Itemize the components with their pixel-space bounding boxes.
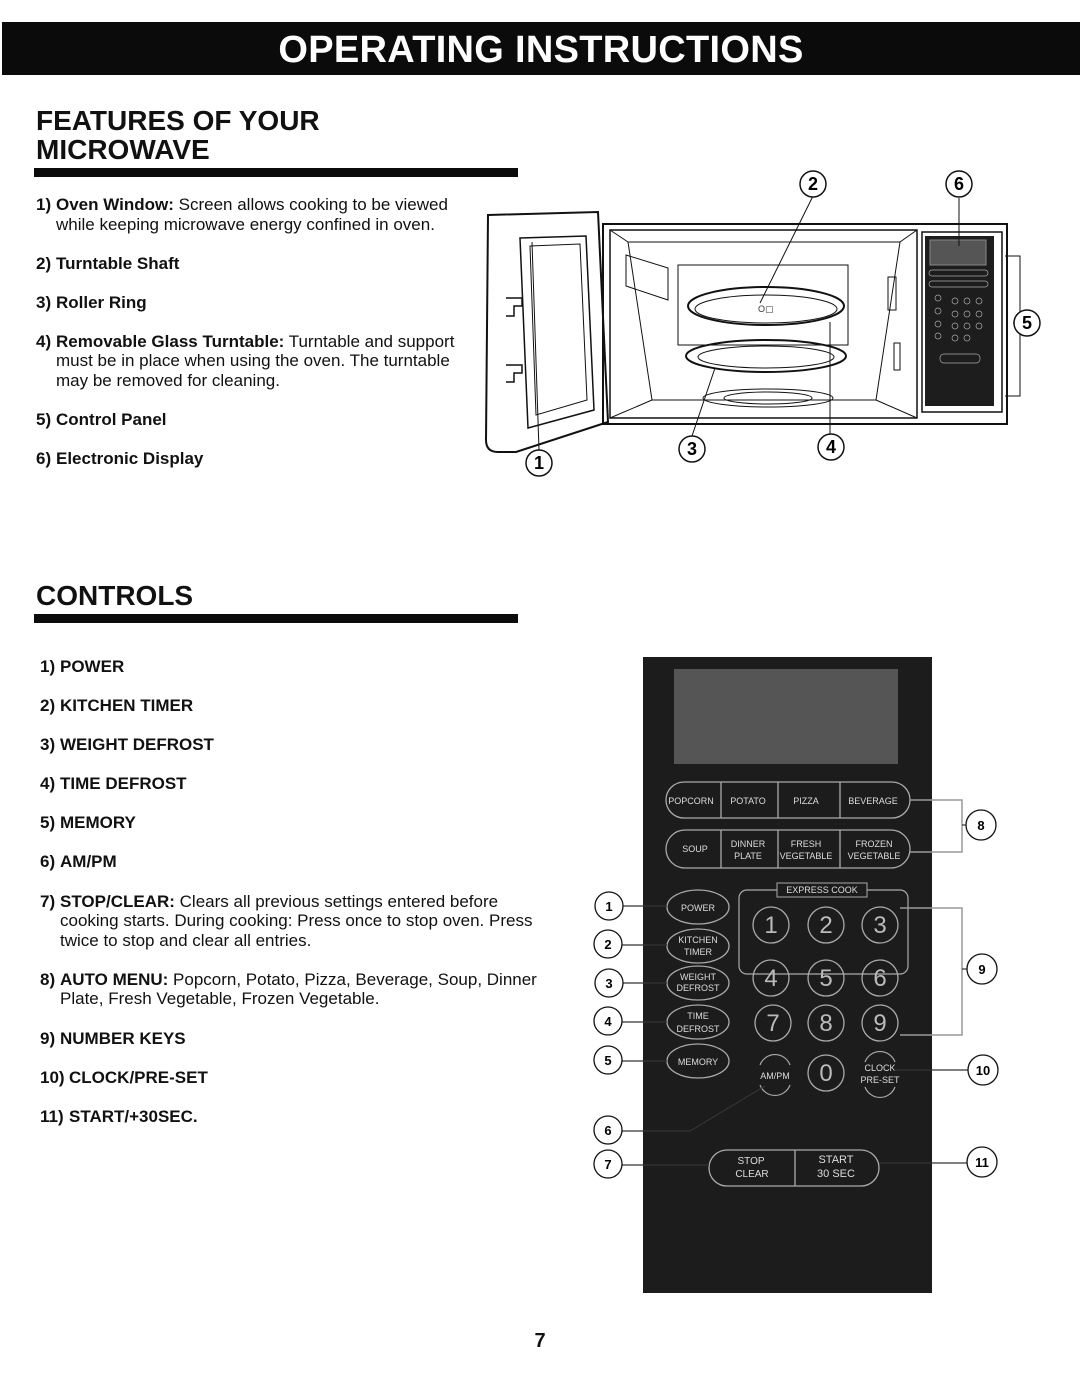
digit-key-3-label: 3 [873,912,887,939]
time-defrost-label-line2: DEFROST [676,1024,720,1034]
feature-item-text: Turntable and support must be in place when using the oven. The turntable may be removed for cleaning. [56,331,455,391]
control-item-text: Clears all previous settings entered before cooking starts. During cooking: Press once to stop oven. Press twice to stop and clear all entries. [60,891,533,950]
kitchen-timer-label-line2: TIMER [684,947,712,957]
control-item-ampm [40,852,540,872]
features-title-line2: MICROWAVE [36,134,210,165]
control-item-label: MEMORY [60,813,136,833]
control-item-text: Popcorn, Potato, Pizza, Beverage, Soup, Dinner Plate, Fresh Vegetable, Frozen Vegetable. [60,969,537,1009]
weight-defrost-label: WEIGHT [680,972,716,982]
control-item-number: 3) [40,735,56,755]
panel-callout-8-label: 8 [977,818,985,833]
fresh-vegetable-button[interactable]: FRESH [790,839,822,849]
callout-5-label: 5 [1021,313,1033,333]
feature-item-number: 6) [36,449,52,469]
feature-item-label: Roller Ring [56,292,147,312]
clock-preset-button-line2[interactable]: PRE-SET [860,1075,900,1085]
control-item-label: CLOCK/PRE-SET [69,1067,208,1087]
feature-item-number: 2) [36,253,52,273]
page-number: 7 [534,1330,546,1352]
callout-1-label: 1 [533,453,545,473]
digit-key-1-label: 1 [764,912,778,939]
control-item-number: 9) [40,1028,56,1048]
dinner-plate-button[interactable]: DINNER [730,839,766,849]
control-item-power [40,657,540,677]
door-latch-upper [506,298,522,316]
feature-item-control-panel [36,410,476,430]
express-cook-label: EXPRESS COOK [786,885,858,895]
beverage-button[interactable]: BEVERAGE [848,796,898,806]
callout-4-label: 4 [825,437,837,457]
control-item-number: 10) [40,1067,65,1087]
control-item-label: AM/PM [60,852,117,872]
control-item-label: KITCHEN TIMER [60,696,194,716]
feature-item-label: Turntable Shaft [56,253,180,273]
control-item-weight-defrost [40,735,540,755]
features-title-line1: FEATURES OF YOUR [36,105,320,136]
popcorn-button[interactable]: POPCORN [668,796,714,806]
control-item-number: 5) [40,813,56,833]
digit-key-8-label: 8 [819,1010,833,1037]
features-list [36,195,476,488]
feature-item-label: Oven Window: [56,195,174,214]
start-button[interactable]: START [818,1154,854,1166]
control-item-number-keys [40,1029,540,1049]
dinner-plate-button-line2[interactable]: PLATE [734,851,762,861]
electronic-display [930,240,986,265]
control-item-number: 6) [40,852,56,872]
callout-3-label: 3 [686,439,698,459]
microwave-diagram [470,160,1060,495]
feature-item-text: Screen allows cooking to be viewed while keeping microwave energy confined in oven. [56,195,448,234]
controls-list [40,657,540,1146]
panel-callout-5-label: 5 [604,1053,612,1068]
digit-key-9-label: 9 [873,1010,887,1037]
stop-clear-button[interactable]: STOP [737,1156,765,1167]
control-item-number: 8) [40,969,56,989]
memory-button-label: MEMORY [677,1057,719,1067]
control-item-number: 2) [40,696,56,716]
panel-callout-3-label: 3 [605,976,613,991]
panel-callout-7-label: 7 [604,1157,612,1172]
feature-item-turntable-shaft [36,254,476,274]
control-item-number: 4) [40,774,56,794]
power-button-label: POWER [680,903,716,913]
control-item-label: STOP/CLEAR: [60,891,175,911]
control-item-label: WEIGHT DEFROST [60,735,214,755]
control-item-auto-menu [40,970,540,1009]
feature-item-label: Removable Glass Turntable: [56,331,285,351]
feature-item-oven-window [36,195,476,234]
panel-callout-4-label: 4 [604,1014,612,1029]
digit-key-0-label: 0 [819,1060,833,1087]
control-panel-diagram [580,645,1005,1300]
digit-key-4-label: 4 [764,965,778,992]
weight-defrost-label-line2: DEFROST [676,983,720,993]
time-defrost-label: TIME [687,1011,709,1021]
control-item-label: TIME DEFROST [60,774,187,794]
door-latch-lower [506,365,522,382]
feature-item-glass-turntable [36,332,476,391]
control-item-number: 1) [40,657,56,676]
oven-window-inner [530,244,587,415]
digit-key-2-label: 2 [819,912,833,939]
panel-callout-1-label: 1 [605,899,613,914]
fresh-vegetable-button-line2[interactable]: VEGETABLE [779,851,833,861]
frozen-vegetable-button-line2[interactable]: VEGETABLE [847,851,901,861]
feature-item-number: 1) [36,195,52,214]
feature-item-label: Electronic Display [56,449,204,469]
feature-item-number: 3) [36,292,52,312]
control-item-time-defrost [40,774,540,794]
feature-item-label: Control Panel [56,410,167,430]
pizza-button[interactable]: PIZZA [793,796,819,806]
kitchen-timer-label: KITCHEN [678,935,718,945]
digit-key-7-label: 7 [766,1010,780,1037]
control-item-start [40,1107,540,1127]
control-item-number: 7) [40,891,56,911]
control-item-label: AUTO MENU: [60,969,169,989]
clock-preset-button[interactable]: CLOCK [864,1063,896,1073]
callout-2-label: 2 [807,174,819,194]
cavity-back-wall [628,242,900,400]
frozen-vegetable-button[interactable]: FROZEN [855,839,893,849]
panel-callout-2-label: 2 [604,937,612,952]
control-item-number: 11) [40,1106,64,1126]
svg-text:O▢: O▢ [758,304,774,314]
control-item-stop-clear [40,892,540,951]
digit-key-5-label: 5 [819,965,833,992]
ampm-button[interactable]: AM/PM [760,1071,790,1081]
feature-item-number: 4) [36,331,52,351]
digit-key-6-label: 6 [873,965,887,992]
stop-clear-button-line2[interactable]: CLEAR [735,1169,769,1180]
control-item-clock-preset [40,1068,540,1088]
control-item-label: START/+30SEC. [69,1106,198,1126]
start-button-line2[interactable]: 30 SEC [817,1168,855,1180]
features-title-rule [34,168,518,177]
cavity-vent-left [626,255,668,300]
callout-6-label: 6 [953,174,965,194]
controls-title-rule [34,614,518,623]
panel-callout-11-label: 11 [975,1155,989,1170]
panel-callout-9-label: 9 [978,962,986,977]
controls-title: CONTROLS [36,580,194,611]
page-header-banner: OPERATING INSTRUCTIONS [2,22,1080,75]
soup-button[interactable]: SOUP [682,844,708,854]
control-item-label: POWER [60,657,125,676]
feature-item-roller-ring [36,293,476,313]
panel-callout-6-label: 6 [604,1123,612,1138]
feature-item-electronic-display [36,449,476,469]
control-item-kitchen-timer [40,696,540,716]
panel-display [674,669,898,764]
control-item-label: NUMBER KEYS [60,1028,186,1048]
panel-callout-10-label: 10 [975,1063,991,1078]
control-item-memory [40,813,540,833]
feature-item-number: 5) [36,410,52,430]
potato-button[interactable]: POTATO [730,796,766,806]
